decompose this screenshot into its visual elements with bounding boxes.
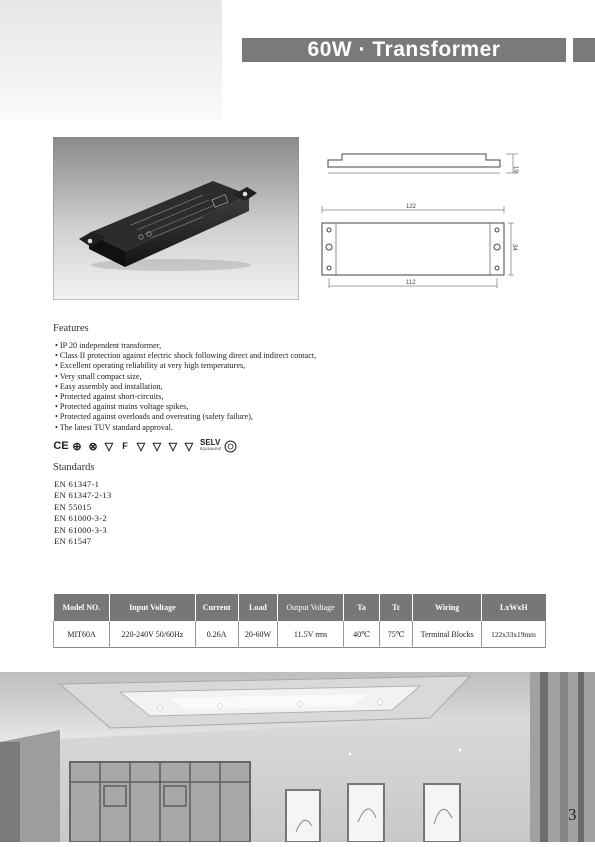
- feature-item: • Class II protection against electric shock following direct and indirect contact,: [55, 351, 316, 361]
- features-list: [55, 341, 316, 433]
- title-bar-end-block: [573, 38, 595, 62]
- col-header-model: Model NO.: [54, 594, 110, 621]
- feature-item: • Protected against mains voltage spikes,: [55, 402, 316, 412]
- dim-height-label: 19: [512, 166, 518, 173]
- feature-item: • Very small compact size,: [55, 372, 316, 382]
- ce-mark-icon: CE: [53, 440, 69, 452]
- cell-wiring: Terminal Blocks: [413, 621, 482, 648]
- selv-badge: [200, 439, 222, 453]
- col-header-ta: Ta: [343, 594, 379, 621]
- feature-item: • The latest TUV standard approval.: [55, 423, 316, 433]
- standard-item: EN 55015: [54, 501, 92, 512]
- col-header-current: Current: [195, 594, 238, 621]
- feature-item: • IP 20 independent transformer,: [55, 341, 316, 351]
- interior-photo: [0, 672, 595, 842]
- feature-item: • Protected against overloads and overeating (safety failure),: [55, 412, 316, 422]
- cell-input-voltage: 220-240V 50/60Hz: [110, 621, 195, 648]
- thermal-mark-icon: ▽: [184, 440, 194, 453]
- safety-mark-icon: ⊕: [72, 440, 82, 453]
- page-title: 60W · Transformer: [307, 38, 501, 61]
- standards-list: [54, 479, 112, 547]
- standard-item: EN 61000-3-3: [54, 524, 108, 535]
- standard-item: EN 61347-1: [54, 479, 100, 489]
- selv-sublabel: EQUIVALENT: [200, 447, 222, 451]
- col-header-tc: Tc: [380, 594, 413, 621]
- furniture-mark-icon: ▽: [136, 440, 146, 453]
- header-corner-shade: [0, 0, 222, 120]
- cell-ta: 40℃: [343, 621, 379, 648]
- certification-marks: [54, 438, 238, 454]
- selv-label: SELV: [200, 438, 221, 447]
- tuv-mark-icon: [224, 439, 238, 453]
- technical-drawing: [318, 140, 528, 300]
- product-photo: [53, 137, 299, 300]
- feature-item: • Easy assembly and installation,: [55, 382, 316, 392]
- dim-length-label: 122: [406, 204, 417, 210]
- feature-item: • Protected against short-circuits,: [55, 392, 316, 402]
- short-circuit-mark-icon: ▽: [168, 440, 178, 453]
- standards-heading: Standards: [53, 462, 95, 473]
- feature-item: • Excellent operating reliability at very high temperatures,: [55, 361, 316, 371]
- dim-inner-label: 112: [406, 280, 416, 286]
- class-ii-mark-icon: ⊗: [88, 440, 98, 453]
- interior-room-image: [0, 672, 595, 842]
- cell-dimensions: 122x33x19mm: [482, 621, 546, 648]
- standard-item: EN 61547: [54, 536, 92, 547]
- cell-model: MIT60A: [54, 621, 110, 648]
- f-mark-icon: F: [122, 441, 128, 451]
- spec-table-header-row: [54, 594, 546, 621]
- col-header-load: Load: [238, 594, 277, 621]
- col-header-input-voltage: Input Voltage: [110, 594, 195, 621]
- page-number: 3: [568, 805, 577, 824]
- spec-table: [53, 594, 546, 648]
- col-header-output-voltage: Output Voltage: [278, 594, 344, 621]
- cell-tc: 75℃: [380, 621, 413, 648]
- cell-load: 20-60W: [238, 621, 277, 648]
- table-row: [54, 621, 546, 648]
- features-heading: Features: [53, 323, 89, 334]
- standard-item: EN 61347-2-13: [54, 490, 112, 501]
- cell-output-voltage: 11.5V rms: [278, 621, 344, 648]
- side-view-outline: [328, 154, 518, 173]
- transformer-photo-image: [53, 137, 299, 300]
- top-view-outline: [322, 223, 514, 275]
- col-header-wiring: Wiring: [413, 594, 482, 621]
- standard-item: EN 61000-3-2: [54, 513, 108, 524]
- temperature-mark-icon: ▽: [104, 440, 114, 453]
- overload-mark-icon: ▽: [152, 440, 162, 453]
- col-header-dimensions: LxWxH: [482, 594, 546, 621]
- cell-current: 0.26A: [195, 621, 238, 648]
- dim-width-label: 34: [511, 244, 517, 251]
